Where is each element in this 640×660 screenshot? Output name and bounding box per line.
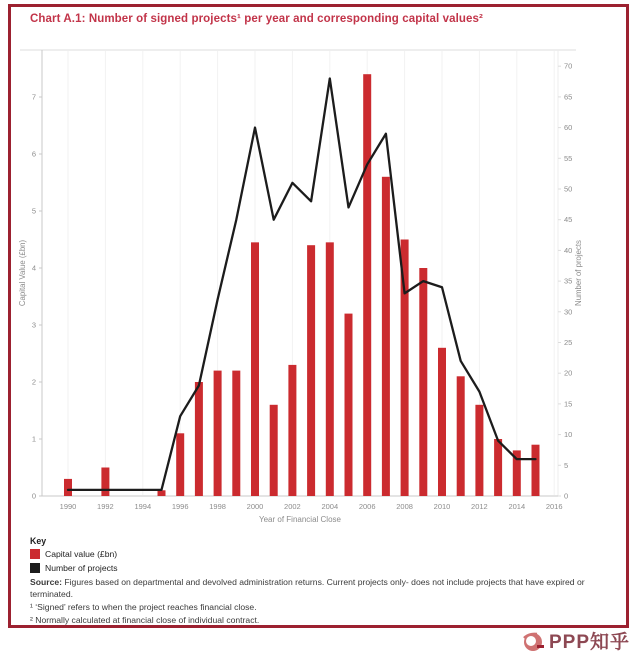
watermark-text: PPP知乎 (548, 632, 630, 653)
right-tick-label: 50 (564, 184, 573, 194)
bar-2003 (307, 245, 315, 496)
right-tick-label: 70 (564, 61, 573, 71)
left-tick-label: 2 (31, 377, 36, 387)
legend-item-number-of-projects (30, 563, 118, 573)
left-tick-label: 0 (31, 491, 36, 501)
x-tick-label: 1994 (134, 502, 152, 511)
right-tick-label: 60 (564, 123, 573, 133)
right-tick-label: 25 (564, 338, 573, 347)
left-tick-label: 6 (31, 149, 36, 159)
right-tick-label: 65 (564, 92, 573, 102)
left-tick-label: 7 (31, 92, 36, 102)
x-tick-label: 2002 (284, 502, 301, 511)
right-tick-label: 10 (564, 430, 573, 440)
source-text: Figures based on departmental and devolved administration returns. Current projects only- does not include projects that have expired or terminated. (30, 577, 585, 600)
bar-2015 (532, 445, 540, 496)
bar-2010 (438, 348, 446, 496)
chart-title: Chart A.1: Number of signed projects¹ per year and corresponding capital values² (30, 13, 483, 25)
bar-1990 (64, 479, 72, 496)
right-tick-label: 15 (564, 399, 573, 409)
x-axis-title: Year of Financial Close (259, 515, 341, 524)
y-axis-left-title: Capital Value (£bn) (18, 239, 27, 307)
left-tick-label: 5 (31, 206, 36, 216)
number-of-projects-swatch (30, 563, 40, 573)
bar-1992 (101, 468, 109, 497)
bar-1999 (232, 371, 240, 496)
x-tick-label: 2004 (321, 502, 339, 511)
right-tick-label: 45 (564, 215, 573, 225)
right-tick-label: 30 (564, 307, 573, 317)
right-tick-label: 20 (564, 368, 573, 378)
bar-2000 (251, 242, 259, 496)
x-tick-label: 2008 (396, 502, 413, 511)
x-tick-label: 1998 (209, 502, 226, 511)
right-tick-label: 55 (564, 153, 573, 163)
x-tick-label: 2006 (358, 502, 376, 511)
legend-item-capital-value (30, 549, 118, 559)
watermark-logo-icon (521, 629, 545, 653)
footnote-1: ¹ ‘Signed’ refers to when the project reaches financial close. (30, 602, 257, 613)
bar-2004 (326, 242, 334, 496)
right-tick-label: 5 (564, 460, 569, 470)
bar-2006 (363, 74, 371, 496)
x-tick-label: 1992 (97, 502, 114, 511)
x-tick-label: 2010 (433, 502, 451, 511)
source-label: Source: (30, 577, 62, 587)
x-tick-label: 1990 (59, 502, 77, 511)
bar-1995 (158, 490, 166, 496)
watermark (521, 627, 630, 654)
x-tick-label: 2014 (508, 502, 526, 511)
bar-2013 (494, 439, 502, 496)
bar-1997 (195, 382, 203, 496)
right-tick-label: 40 (564, 245, 573, 255)
left-tick-label: 4 (31, 263, 36, 273)
y-axis-right-title: Number of projects (574, 240, 583, 306)
left-tick-label: 1 (31, 434, 36, 444)
legend-item-label: Capital value (£bn) (45, 549, 118, 559)
bar-1998 (214, 371, 222, 496)
right-tick-label: 35 (564, 276, 573, 286)
bar-2007 (382, 177, 390, 496)
projects-line (68, 78, 536, 489)
capital-value-swatch (30, 549, 40, 559)
bar-1996 (176, 433, 184, 496)
right-tick-label: 0 (564, 491, 569, 501)
x-tick-label: 2000 (246, 502, 264, 511)
legend-key-label: Key (30, 536, 47, 546)
source-note (30, 576, 608, 600)
bar-2005 (345, 314, 353, 496)
bar-2002 (288, 365, 296, 496)
x-tick-label: 1996 (171, 502, 189, 511)
legend-item-label: Number of projects (45, 563, 118, 573)
bar-2001 (270, 405, 278, 496)
bar-2012 (475, 405, 483, 496)
bar-2009 (419, 268, 427, 496)
footnote-2: ² Normally calculated at financial close of individual contract. (30, 615, 260, 626)
chart-legend (30, 536, 118, 577)
x-tick-label: 2016 (545, 502, 563, 511)
chart-notes (30, 576, 608, 626)
bar-2011 (457, 376, 465, 496)
x-tick-label: 2012 (471, 502, 488, 511)
left-tick-label: 3 (31, 320, 36, 330)
